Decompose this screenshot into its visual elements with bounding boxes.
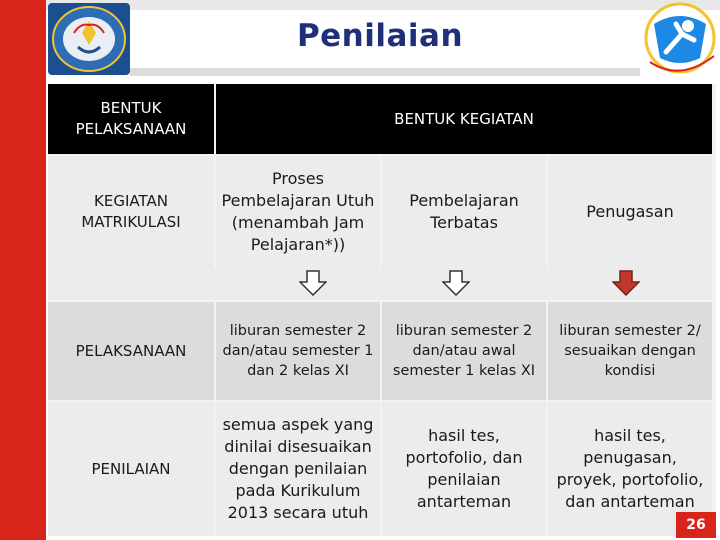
- top-stripe: [46, 0, 720, 10]
- cell-proses-pembelajaran: Proses Pembelajaran Utuh (menambah Jam Pelajaran*)): [216, 156, 380, 268]
- cell-semua-aspek: semua aspek yang dinilai disesuaikan dengan penilaian pada Kurikulum 2013 secara utuh: [216, 402, 380, 536]
- cell-hasil-tes-portofolio: hasil tes, portofolio, dan penilaian antarteman: [382, 402, 546, 536]
- kurikulum-2013-logo: [636, 0, 720, 82]
- row-label-pelaksanaan: PELAKSANAAN: [48, 302, 214, 400]
- row-label-kegiatan-matrikulasi: KEGIATAN MATRIKULASI: [48, 156, 214, 268]
- down-arrow-outline-icon: [299, 270, 327, 296]
- down-arrow-filled-icon: [612, 270, 640, 296]
- header-underline: [130, 68, 640, 76]
- cell-hasil-tes-penugasan-proyek: hasil tes, penugasan, proyek, portofolio, dan antarteman: [548, 402, 712, 536]
- header-bentuk-pelaksanaan: BENTUK PELAKSANAAN: [48, 84, 214, 154]
- cell-liburan-awal-semester: liburan semester 2 dan/atau awal semester 1 kelas XI: [382, 302, 546, 400]
- tut-wuri-handayani-emblem: [48, 3, 130, 75]
- row-label-penilaian: PENILAIAN: [48, 402, 214, 536]
- cell-liburan-semester-kelas-xi: liburan semester 2 dan/atau semester 1 dan 2 kelas XI: [216, 302, 380, 400]
- left-accent-bar: [0, 0, 46, 540]
- down-arrow-outline-icon: [442, 270, 470, 296]
- slide-title: Penilaian: [296, 18, 464, 54]
- header-bentuk-kegiatan: BENTUK KEGIATAN: [216, 84, 712, 154]
- cell-liburan-sesuaikan-kondisi: liburan semester 2/ sesuaikan dengan kondisi: [548, 302, 712, 400]
- page-number-badge: 26: [676, 512, 716, 538]
- cell-pembelajaran-terbatas: Pembelajaran Terbatas: [382, 156, 546, 268]
- cell-penugasan: Penugasan: [548, 156, 712, 268]
